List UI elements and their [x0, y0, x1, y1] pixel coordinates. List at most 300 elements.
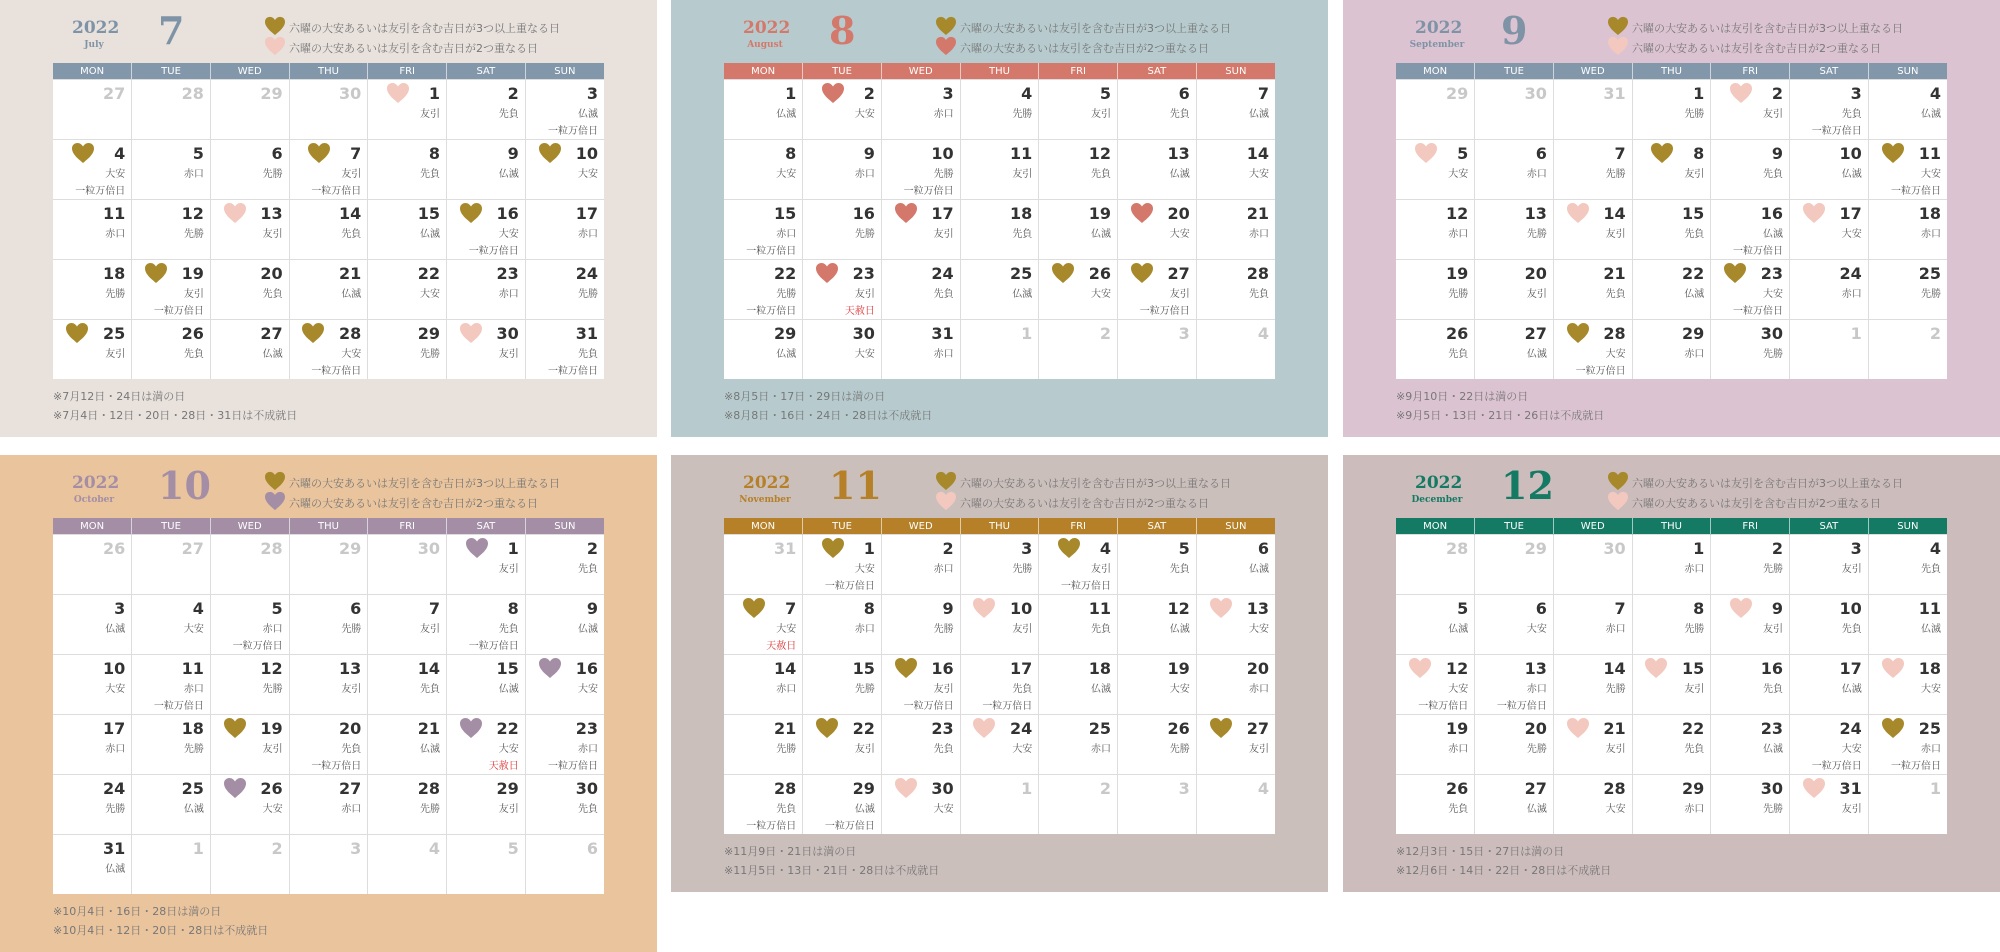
day-cell[interactable]	[132, 715, 211, 775]
day-cell[interactable]	[1396, 260, 1475, 320]
day-cell[interactable]	[1632, 595, 1711, 655]
day-cell[interactable]	[1039, 775, 1118, 835]
rokuyo-label: 赤口	[1249, 229, 1269, 240]
day-cell[interactable]	[1868, 535, 1947, 595]
rokuyo-label: 仏滅	[262, 349, 283, 360]
rokuyo-label: 先負	[1684, 229, 1705, 240]
day-cell[interactable]	[289, 535, 368, 595]
day-cell[interactable]	[210, 535, 289, 595]
day-cell[interactable]	[1868, 775, 1947, 835]
auspicious-note: 天赦日	[766, 641, 797, 652]
day-cell[interactable]	[1632, 775, 1711, 835]
rokuyo-label: 大安	[1012, 744, 1033, 755]
day-cell[interactable]	[132, 320, 211, 380]
day-number: 6	[1257, 539, 1269, 558]
rokuyo-label: 先負	[1012, 229, 1033, 240]
day-cell[interactable]	[447, 595, 526, 655]
day-number: 11	[181, 659, 204, 678]
day-cell[interactable]	[1118, 260, 1197, 320]
rokuyo-label: 先負	[776, 804, 797, 815]
day-cell[interactable]	[881, 775, 960, 835]
rokuyo-label: 友引	[933, 229, 954, 240]
day-cell[interactable]	[447, 140, 526, 200]
calendar-grid	[1396, 63, 1947, 379]
day-cell[interactable]	[132, 535, 211, 595]
rokuyo-label: 先負	[578, 564, 598, 575]
day-cell[interactable]	[53, 775, 132, 835]
auspicious-note: 一粒万倍日	[1575, 366, 1626, 377]
day-cell[interactable]	[960, 775, 1039, 835]
day-cell[interactable]	[1868, 200, 1947, 260]
day-cell[interactable]	[1396, 775, 1475, 835]
day-cell[interactable]	[1475, 320, 1554, 380]
auspicious-note: 一粒万倍日	[1418, 701, 1469, 712]
day-cell[interactable]	[132, 80, 211, 140]
day-cell[interactable]	[803, 80, 882, 140]
footnote-2: ※9月5日・13日・21日・26日は不成就日	[1396, 409, 1605, 422]
day-number: 16	[1760, 204, 1784, 223]
day-cell[interactable]	[1118, 535, 1197, 595]
day-cell[interactable]	[132, 775, 211, 835]
day-cell[interactable]	[1118, 595, 1197, 655]
day-cell[interactable]	[525, 535, 604, 595]
day-cell[interactable]	[1711, 320, 1790, 380]
rokuyo-label: 友引	[341, 169, 362, 180]
rokuyo-label: 仏滅	[578, 624, 598, 635]
weekday-label: THU	[289, 63, 368, 80]
day-cell[interactable]	[724, 320, 803, 380]
day-cell[interactable]	[724, 140, 803, 200]
day-number: 29	[417, 324, 441, 343]
day-cell[interactable]	[1553, 80, 1632, 140]
auspicious-note: 一粒万倍日	[1733, 246, 1784, 257]
day-cell[interactable]	[210, 775, 289, 835]
day-cell[interactable]	[447, 260, 526, 320]
day-cell[interactable]	[210, 595, 289, 655]
day-cell[interactable]	[803, 260, 882, 320]
day-cell[interactable]	[881, 655, 960, 715]
day-number: 17	[931, 204, 954, 223]
day-cell[interactable]	[1553, 140, 1632, 200]
day-cell[interactable]	[368, 535, 447, 595]
day-cell[interactable]	[447, 320, 526, 380]
day-number: 9	[507, 144, 519, 163]
rokuyo-label: 友引	[1526, 289, 1547, 300]
day-number: 6	[350, 599, 362, 618]
day-cell[interactable]	[1196, 595, 1275, 655]
day-cell[interactable]	[803, 775, 882, 835]
rokuyo-label: 赤口	[1921, 744, 1941, 755]
rokuyo-label: 先勝	[1169, 744, 1190, 755]
day-cell[interactable]	[724, 260, 803, 320]
day-cell[interactable]	[368, 595, 447, 655]
week-row	[1396, 80, 1947, 140]
day-cell[interactable]	[1553, 715, 1632, 775]
day-number: 16	[852, 204, 875, 223]
day-cell[interactable]	[1196, 535, 1275, 595]
rokuyo-label: 赤口	[776, 229, 797, 240]
day-cell[interactable]	[447, 775, 526, 835]
day-cell[interactable]	[525, 595, 604, 655]
day-cell[interactable]	[1396, 535, 1475, 595]
day-cell[interactable]	[53, 835, 132, 895]
day-cell[interactable]	[289, 715, 368, 775]
day-cell[interactable]	[1118, 320, 1197, 380]
day-cell[interactable]	[447, 535, 526, 595]
day-cell[interactable]	[803, 595, 882, 655]
day-cell[interactable]	[1711, 140, 1790, 200]
heart-icon	[815, 717, 839, 739]
day-cell[interactable]	[1790, 80, 1869, 140]
day-cell[interactable]	[1475, 775, 1554, 835]
day-cell[interactable]	[1868, 715, 1947, 775]
day-cell[interactable]	[525, 320, 604, 380]
day-cell[interactable]	[881, 260, 960, 320]
day-cell[interactable]	[881, 535, 960, 595]
day-cell[interactable]	[210, 655, 289, 715]
day-cell[interactable]	[525, 715, 604, 775]
heart-icon	[264, 491, 289, 514]
day-cell[interactable]	[525, 200, 604, 260]
auspicious-note: 一粒万倍日	[1811, 761, 1862, 772]
day-number: 23	[575, 719, 598, 738]
day-cell[interactable]	[368, 200, 447, 260]
day-number: 26	[1445, 779, 1469, 798]
day-cell[interactable]	[210, 320, 289, 380]
day-cell[interactable]	[1632, 260, 1711, 320]
day-cell[interactable]	[881, 80, 960, 140]
day-cell[interactable]	[1868, 260, 1947, 320]
day-cell[interactable]	[1790, 320, 1869, 380]
day-cell[interactable]	[53, 200, 132, 260]
day-cell[interactable]	[1118, 200, 1197, 260]
day-cell[interactable]	[960, 200, 1039, 260]
day-number: 17	[1010, 659, 1033, 678]
day-cell[interactable]	[210, 200, 289, 260]
day-cell[interactable]	[1475, 535, 1554, 595]
day-cell[interactable]	[1790, 200, 1869, 260]
day-cell[interactable]	[525, 655, 604, 715]
day-cell[interactable]	[1632, 320, 1711, 380]
day-cell[interactable]	[53, 320, 132, 380]
day-cell[interactable]	[368, 260, 447, 320]
day-cell[interactable]	[53, 655, 132, 715]
rokuyo-label: 友引	[341, 684, 362, 695]
day-cell[interactable]	[289, 260, 368, 320]
day-cell[interactable]	[53, 260, 132, 320]
day-cell[interactable]	[289, 200, 368, 260]
day-cell[interactable]	[803, 655, 882, 715]
day-number: 22	[773, 264, 797, 283]
day-cell[interactable]	[289, 775, 368, 835]
day-cell[interactable]	[210, 80, 289, 140]
day-cell[interactable]	[525, 835, 604, 895]
auspicious-note: 一粒万倍日	[468, 641, 519, 652]
day-cell[interactable]	[1039, 260, 1118, 320]
day-cell[interactable]	[724, 655, 803, 715]
day-cell[interactable]	[447, 715, 526, 775]
day-cell[interactable]	[1039, 140, 1118, 200]
day-cell[interactable]	[803, 140, 882, 200]
day-cell[interactable]	[1868, 655, 1947, 715]
day-cell[interactable]	[960, 260, 1039, 320]
day-cell[interactable]	[881, 320, 960, 380]
weekday-label: MON	[1396, 63, 1475, 80]
day-cell[interactable]	[803, 535, 882, 595]
day-cell[interactable]	[368, 775, 447, 835]
day-cell[interactable]	[1868, 320, 1947, 380]
day-cell[interactable]	[368, 655, 447, 715]
day-cell[interactable]	[447, 200, 526, 260]
day-cell[interactable]	[368, 715, 447, 775]
day-cell[interactable]	[1196, 775, 1275, 835]
day-cell[interactable]	[132, 835, 211, 895]
day-cell[interactable]	[132, 595, 211, 655]
day-cell[interactable]	[1475, 595, 1554, 655]
day-cell[interactable]	[803, 200, 882, 260]
day-cell[interactable]	[289, 835, 368, 895]
day-cell[interactable]	[53, 595, 132, 655]
day-number: 7	[1614, 144, 1626, 163]
day-number: 13	[1524, 204, 1547, 223]
day-cell[interactable]	[960, 715, 1039, 775]
weekday-label: SAT	[1790, 63, 1869, 80]
day-cell[interactable]	[368, 835, 447, 895]
day-cell[interactable]	[1553, 260, 1632, 320]
day-cell[interactable]	[1632, 140, 1711, 200]
day-cell[interactable]	[132, 140, 211, 200]
day-cell[interactable]	[1632, 715, 1711, 775]
day-cell[interactable]	[1711, 715, 1790, 775]
day-cell[interactable]	[368, 140, 447, 200]
day-cell[interactable]	[53, 715, 132, 775]
day-cell[interactable]	[724, 715, 803, 775]
day-cell[interactable]	[1632, 535, 1711, 595]
day-cell[interactable]	[1868, 140, 1947, 200]
day-cell[interactable]	[1196, 655, 1275, 715]
day-number: 29	[773, 324, 797, 343]
footnote-2: ※8月8日・16日・24日・28日は不成就日	[724, 409, 933, 422]
day-cell[interactable]	[1039, 320, 1118, 380]
day-cell[interactable]	[1711, 200, 1790, 260]
day-number: 31	[1839, 779, 1862, 798]
legend-text: 六曜の大安あるいは友引を含む吉日が3つ以上重なる日	[1632, 476, 1903, 490]
day-cell[interactable]	[1396, 715, 1475, 775]
day-cell[interactable]	[447, 655, 526, 715]
day-cell[interactable]	[1118, 140, 1197, 200]
day-cell[interactable]	[1196, 140, 1275, 200]
day-cell[interactable]	[132, 655, 211, 715]
day-cell[interactable]	[1475, 140, 1554, 200]
day-cell[interactable]	[1790, 595, 1869, 655]
day-number: 9	[586, 599, 598, 618]
day-cell[interactable]	[1868, 80, 1947, 140]
day-cell[interactable]	[1118, 80, 1197, 140]
weekday-label: MON	[724, 518, 803, 535]
auspicious-note: 一粒万倍日	[311, 366, 362, 377]
day-cell[interactable]	[289, 320, 368, 380]
day-cell[interactable]	[1039, 200, 1118, 260]
day-number: 24	[1839, 719, 1862, 738]
day-cell[interactable]	[1553, 775, 1632, 835]
day-cell[interactable]	[1553, 655, 1632, 715]
day-cell[interactable]	[1553, 320, 1632, 380]
day-cell[interactable]	[1039, 595, 1118, 655]
heart-icon	[821, 82, 845, 104]
rokuyo-label: 赤口	[933, 564, 954, 575]
day-cell[interactable]	[1790, 535, 1869, 595]
day-cell[interactable]	[1039, 535, 1118, 595]
day-cell[interactable]	[960, 535, 1039, 595]
day-cell[interactable]	[447, 80, 526, 140]
rokuyo-label: 先勝	[776, 289, 797, 300]
day-cell[interactable]	[525, 775, 604, 835]
day-cell[interactable]	[1475, 260, 1554, 320]
day-cell[interactable]	[53, 535, 132, 595]
day-number: 20	[1524, 719, 1547, 738]
day-cell[interactable]	[1118, 775, 1197, 835]
day-cell[interactable]	[1553, 200, 1632, 260]
rokuyo-label: 仏滅	[1921, 624, 1941, 635]
day-cell[interactable]	[1711, 80, 1790, 140]
day-number: 27	[102, 84, 126, 103]
day-cell[interactable]	[960, 320, 1039, 380]
day-cell[interactable]	[53, 80, 132, 140]
rokuyo-label: 先勝	[105, 289, 126, 300]
day-cell[interactable]	[1396, 655, 1475, 715]
day-cell[interactable]	[1711, 775, 1790, 835]
day-cell[interactable]	[803, 715, 882, 775]
rokuyo-label: 大安	[1091, 289, 1112, 300]
day-number: 29	[852, 779, 875, 798]
day-cell[interactable]	[1396, 200, 1475, 260]
day-cell[interactable]	[1196, 260, 1275, 320]
day-number: 7	[428, 599, 441, 618]
day-cell[interactable]	[881, 200, 960, 260]
day-cell[interactable]	[1039, 80, 1118, 140]
day-cell[interactable]	[1632, 655, 1711, 715]
day-cell[interactable]	[1196, 200, 1275, 260]
day-cell[interactable]	[210, 140, 289, 200]
footnote-1: ※10月4日・16日・28日は満の日	[53, 905, 222, 918]
day-cell[interactable]	[1790, 715, 1869, 775]
rokuyo-label: 大安	[776, 624, 797, 635]
day-cell[interactable]	[724, 80, 803, 140]
day-cell[interactable]	[132, 200, 211, 260]
rokuyo-label: 先負	[1091, 169, 1112, 180]
day-cell[interactable]	[1475, 715, 1554, 775]
day-cell[interactable]	[881, 595, 960, 655]
day-number: 18	[181, 719, 204, 738]
day-cell[interactable]	[525, 260, 604, 320]
day-cell[interactable]	[1711, 595, 1790, 655]
day-cell[interactable]	[1790, 260, 1869, 320]
day-cell[interactable]	[447, 835, 526, 895]
rokuyo-label: 大安	[776, 169, 797, 180]
day-cell[interactable]	[724, 535, 803, 595]
auspicious-note: 一粒万倍日	[1891, 761, 1941, 772]
rokuyo-label: 先勝	[1921, 289, 1941, 300]
day-cell[interactable]	[1711, 535, 1790, 595]
day-cell[interactable]	[53, 140, 132, 200]
day-cell[interactable]	[1118, 715, 1197, 775]
day-cell[interactable]	[1475, 80, 1554, 140]
rokuyo-label: 先勝	[262, 169, 283, 180]
day-cell[interactable]	[1396, 140, 1475, 200]
rokuyo-label: 先勝	[854, 229, 875, 240]
day-number: 24	[1839, 264, 1862, 283]
day-cell[interactable]	[289, 80, 368, 140]
day-cell[interactable]	[132, 260, 211, 320]
rokuyo-label: 大安	[105, 169, 126, 180]
day-cell[interactable]	[1711, 655, 1790, 715]
day-cell[interactable]	[1039, 715, 1118, 775]
day-cell[interactable]	[724, 595, 803, 655]
rokuyo-label: 赤口	[1091, 744, 1112, 755]
day-cell[interactable]	[1396, 320, 1475, 380]
rokuyo-label: 友引	[1841, 804, 1862, 815]
day-cell[interactable]	[1632, 80, 1711, 140]
day-cell[interactable]	[525, 80, 604, 140]
day-cell[interactable]	[1396, 595, 1475, 655]
day-cell[interactable]	[1196, 80, 1275, 140]
day-number: 3	[350, 839, 362, 858]
day-cell[interactable]	[210, 260, 289, 320]
day-cell[interactable]	[1790, 655, 1869, 715]
day-cell[interactable]	[960, 655, 1039, 715]
day-cell[interactable]	[960, 80, 1039, 140]
day-cell[interactable]	[724, 775, 803, 835]
day-cell[interactable]	[289, 655, 368, 715]
day-cell[interactable]	[1396, 80, 1475, 140]
heart-icon	[1130, 202, 1154, 224]
day-cell[interactable]	[1632, 200, 1711, 260]
month-panel-dec	[1343, 455, 2000, 892]
day-cell[interactable]	[289, 140, 368, 200]
day-number: 4	[1929, 539, 1941, 558]
day-number: 28	[417, 779, 441, 798]
day-cell[interactable]	[1553, 595, 1632, 655]
day-cell[interactable]	[1553, 535, 1632, 595]
month-number: 8	[829, 8, 856, 53]
day-cell[interactable]	[1475, 200, 1554, 260]
day-cell[interactable]	[525, 140, 604, 200]
day-cell[interactable]	[1118, 655, 1197, 715]
day-cell[interactable]	[1475, 655, 1554, 715]
day-cell[interactable]	[1711, 260, 1790, 320]
weekday-label: FRI	[1711, 63, 1790, 80]
day-cell[interactable]	[724, 200, 803, 260]
day-cell[interactable]	[289, 595, 368, 655]
day-cell[interactable]	[368, 320, 447, 380]
day-cell[interactable]	[803, 320, 882, 380]
day-cell[interactable]	[1196, 715, 1275, 775]
day-cell[interactable]	[210, 835, 289, 895]
day-cell[interactable]	[1196, 320, 1275, 380]
day-cell[interactable]	[881, 715, 960, 775]
day-cell[interactable]	[1039, 655, 1118, 715]
day-cell[interactable]	[368, 80, 447, 140]
day-cell[interactable]	[960, 595, 1039, 655]
day-cell[interactable]	[1790, 775, 1869, 835]
day-cell[interactable]	[960, 140, 1039, 200]
day-number: 20	[339, 719, 362, 738]
rokuyo-label: 仏滅	[1526, 349, 1547, 360]
day-cell[interactable]	[210, 715, 289, 775]
day-cell[interactable]	[1790, 140, 1869, 200]
day-cell[interactable]	[881, 140, 960, 200]
day-cell[interactable]	[1868, 595, 1947, 655]
